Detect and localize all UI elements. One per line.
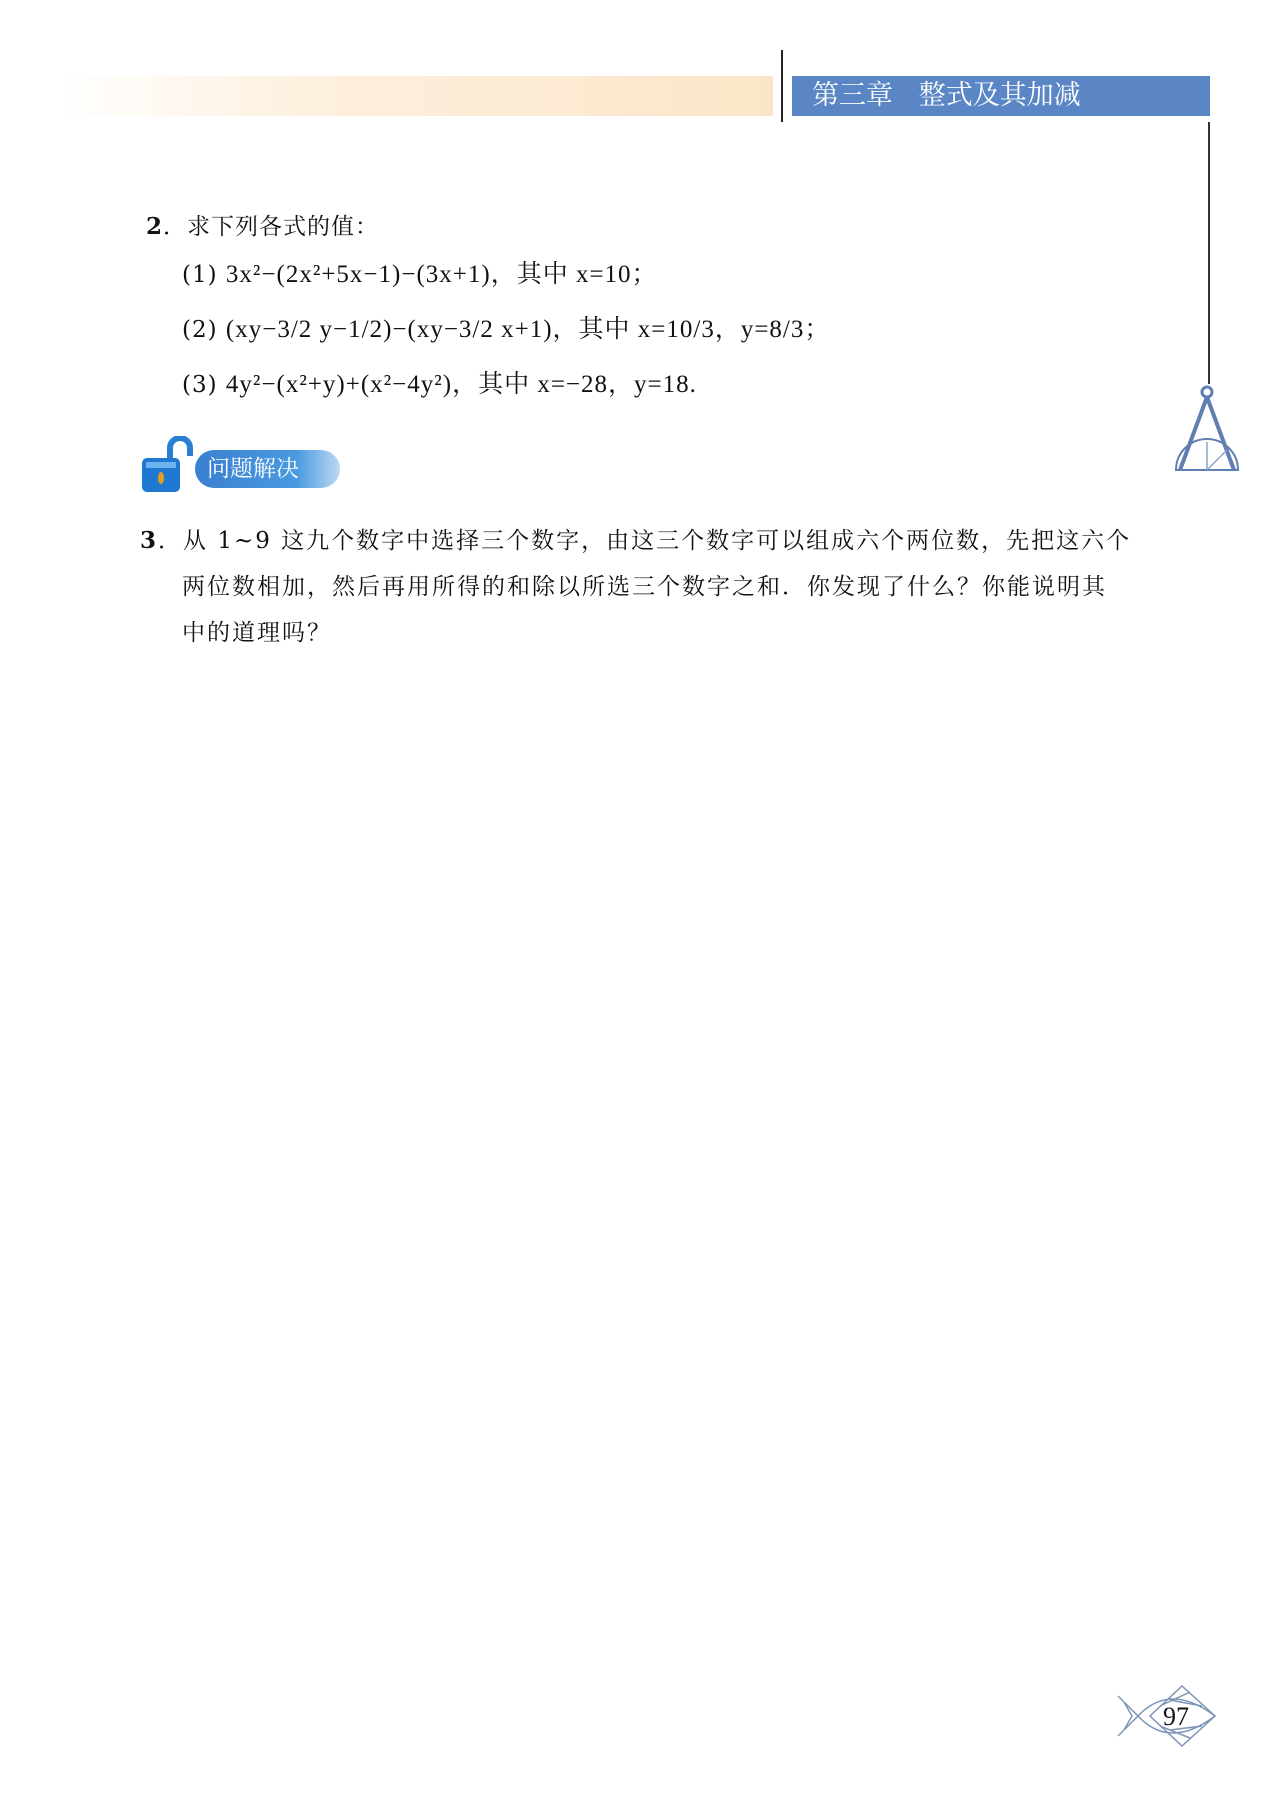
section-label: 问题解决 — [195, 450, 340, 488]
compass-protractor-icon — [1172, 384, 1242, 474]
problem-2-item-1 — [182, 254, 658, 290]
chapter-header — [792, 76, 1210, 116]
item-expression: 4y²−(x²+y)+(x²−4y²)，其中 x=−28，y=18. — [225, 371, 697, 398]
problem-2-item-2 — [182, 309, 830, 345]
header-decor-band — [60, 76, 773, 116]
problem-3-line-3: 中的道理吗？ — [182, 620, 332, 646]
item-label: (1) — [182, 262, 218, 288]
margin-line — [1208, 122, 1210, 384]
item-label: (2) — [182, 317, 218, 343]
item-label: (3) — [182, 372, 218, 398]
chapter-title: 整式及其加减 — [918, 80, 1081, 111]
page-number: 97 — [1163, 1702, 1189, 1731]
problem-3-line-1: 3．从 1~9 这九个数字中选择三个数字，由这三个数字可以组成六个两位数，先把这六个 — [140, 527, 1132, 554]
item-expression: (xy−3/2 y−1/2)−(xy−3/2 x+1)，其中 x=10/3，y=8/3； — [225, 316, 831, 343]
chapter-number: 第三章 — [812, 80, 893, 111]
problem-2-item-3 — [182, 364, 697, 400]
header-divider — [781, 50, 783, 122]
problem-3-line-2: 两位数相加，然后再用所得的和除以所选三个数字之和．你发现了什么？你能说明其 — [182, 574, 1107, 600]
item-expression: 3x²−(2x²+5x−1)−(3x+1)，其中 x=10； — [225, 261, 658, 288]
problem-2-prompt: 2．求下列各式的值： — [146, 213, 380, 240]
unlocked-padlock-icon — [140, 436, 200, 494]
